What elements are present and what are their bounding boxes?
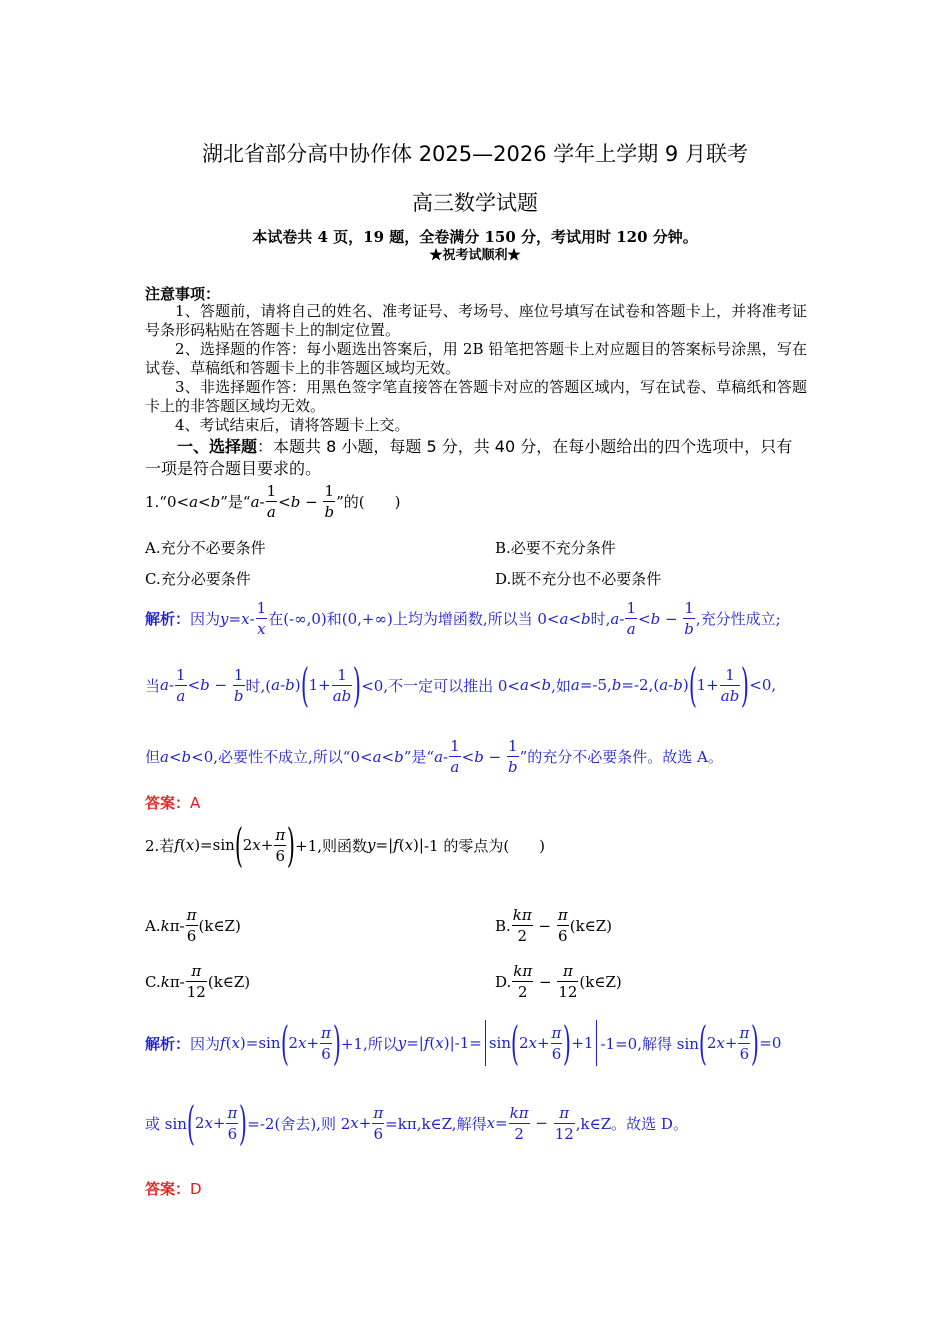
right-paren: ) — [332, 1016, 341, 1070]
q2-analysis-text: =-2(舍去),则 2 — [247, 1114, 351, 1133]
q1-option-b: B.必要不充分条件 — [495, 539, 616, 557]
fraction: $\frac{1}{b}$ — [233, 665, 244, 705]
fraction: $\frac{k\pi}{2}$ — [509, 1103, 529, 1143]
q1-answer-label: 答案： — [145, 794, 191, 812]
q1-stem: 1.“0< a < b ”是“ a - $\frac{1}{a}$ < b − $\frac{1}{b}$ ”的( ) — [145, 482, 401, 521]
right-paren: ) — [563, 1016, 572, 1070]
q1-analysis-text: ”的充分不必要条件。故选 A。 — [519, 748, 723, 766]
section-1-text: ：本题共 8 小题，每题 5 分，共 40 分，在每小题给出的四个选项中，只有一项是符合题目要求的。 — [145, 437, 793, 478]
fraction: $\frac{\pi}{6}$ — [227, 1103, 238, 1143]
notice-item-2: 2、选择题的作答：每小题选出答案后，用 2B 铅笔把答题卡上对应题目的答案标号涂黑，写在试卷、草稿纸和答题卡上的非答题区域均无效。 — [145, 340, 807, 377]
q1-analysis-text: 在(-∞,0)和(0,+∞)上均为增函数,所以当 0< — [268, 610, 560, 628]
notice-item-1: 1、答题前，请将自己的姓名、准考证号、考场号、座位号填写在试卷和答题卡上，并将准考证号条形码粘贴在答题卡上的制定位置。 — [145, 302, 807, 339]
q2-answer — [145, 1178, 202, 1199]
q2-analysis-text: 或 sin — [145, 1114, 187, 1133]
q2-stem-mid: +1,则函数 — [295, 836, 368, 855]
q2-analysis-text: +1,所以 — [340, 1034, 398, 1053]
left-paren: ( — [280, 1016, 289, 1070]
fraction: $\frac{\pi}{12}$ — [554, 1103, 574, 1143]
q2-option-c-prefix: C. — [145, 972, 161, 991]
q2-stem: 2.若 f ( x )=sin ( 2 x + $\frac{\pi}{6}$ ) +1,则函数 y =| f ( x )| -1 的零点为( ) — [145, 818, 546, 872]
q2-option-kz: (k∈Z) — [198, 916, 241, 935]
notice-item-4: 4、考试结束后，请将答题卡上交。 — [175, 416, 410, 434]
q1-analysis-text: ,如 — [551, 676, 571, 695]
q2-analysis-text: -1=0,解得 sin — [600, 1034, 699, 1053]
q1-analysis-line-3: 但 a < b <0,必要性不成立,所以“0< a < b ”是“ a - $\frac{1}{a}$ < b − $\frac{1}{b}$ ”的充分不必要条件。故选 A。 — [145, 737, 723, 776]
q1-answer — [145, 792, 200, 813]
q2-analysis-text: 因为 — [190, 1034, 221, 1053]
left-paren: ( — [688, 658, 697, 712]
fraction: $\frac{k\pi}{2}$ — [513, 962, 533, 1001]
q2-option-kz: (k∈Z) — [579, 972, 622, 991]
fraction: $\frac{\pi}{6}$ — [557, 906, 568, 945]
q2-option-d: D. $\frac{k\pi}{2}$ − $\frac{\pi}{12}$ (k∈Z) — [495, 962, 622, 1001]
q1-option-a: A.充分不必要条件 — [145, 539, 266, 557]
q1-analysis-label: 解析： — [145, 610, 191, 628]
right-paren: ) — [287, 818, 296, 872]
fraction: $\frac{1}{a}$ — [266, 482, 277, 521]
q2-option-a: A. k π- $\frac{\pi}{6}$ (k∈Z) — [145, 906, 241, 945]
section-1-heading — [145, 436, 807, 480]
q2-analysis-text: ,k∈Z。故选 D。 — [575, 1114, 688, 1133]
right-paren: ) — [239, 1096, 248, 1150]
q2-option-kz: (k∈Z) — [207, 972, 251, 991]
q2-analysis-text: =0 — [759, 1034, 782, 1052]
exam-title: 湖北省部分高中协作体 2025—2026 学年上学期 9 月联考 — [202, 142, 748, 166]
left-paren: ( — [186, 1096, 195, 1150]
q2-option-d-prefix: D. — [495, 972, 512, 991]
left-paren: ( — [510, 1016, 520, 1070]
q1-analysis-text: <0, — [749, 676, 777, 694]
fraction: $\frac{\pi}{6}$ — [373, 1103, 384, 1143]
fraction: $\frac{\pi}{6}$ — [739, 1023, 750, 1063]
q2-answer-value: D — [190, 1180, 202, 1198]
q1-analysis-text: 因为 — [190, 610, 221, 628]
exam-wish: ★祝考试顺利★ — [429, 248, 521, 263]
right-paren: ) — [741, 658, 750, 712]
q2-stem-suffix: -1 的零点为( ) — [423, 836, 546, 855]
q2-option-c: C. k π- $\frac{\pi}{12}$ (k∈Z) — [145, 962, 251, 1001]
q2-option-a-prefix: A. — [145, 916, 161, 935]
fraction: $\frac{\pi}{6}$ — [275, 825, 286, 865]
exam-info: 本试卷共 4 页，19 题，全卷满分 150 分，考试用时 120 分钟。 — [252, 228, 698, 246]
left-paren: ( — [300, 658, 309, 712]
q1-stem-mid: ”是“ — [220, 493, 251, 511]
q1-analysis-text: 当 — [145, 676, 161, 695]
q1-analysis-text: 时, — [590, 610, 611, 628]
q2-option-b: B. $\frac{k\pi}{2}$ − $\frac{\pi}{6}$ (k∈Z) — [495, 906, 613, 945]
right-paren: ) — [353, 658, 362, 712]
q1-stem-suffix: ”的( ) — [336, 493, 401, 511]
q2-option-kz: (k∈Z) — [569, 916, 613, 935]
fraction: $\frac{1}{x}$ — [256, 599, 267, 638]
q1-analysis-text: 时,( — [245, 676, 272, 695]
q1-analysis-text: <0,必要性不成立,所以“0< — [191, 748, 373, 766]
right-paren: ) — [751, 1016, 760, 1070]
q1-option-d: D.既不充分也不必要条件 — [495, 570, 662, 588]
q1-analysis-line-2: 当 a - $\frac{1}{a}$ < b − $\frac{1}{b}$ 时,( a - b ) ( 1+ $\frac{1}{ab}$ ) <0,不一定可以推出 0< a < b ,如 a =-5, b =-2,( a - b ) ( 1+ $\frac{1}{ab}$ ) <0, — [145, 658, 777, 712]
q1-analysis-text: ,充分性成立; — [695, 610, 781, 628]
q1-analysis-text: ”是“ — [403, 748, 435, 766]
fraction: $\frac{\pi}{6}$ — [186, 906, 197, 945]
q2-analysis-text: =kπ,k∈Z,解得 — [385, 1114, 487, 1133]
fraction: $\frac{1}{b}$ — [324, 482, 335, 521]
q1-analysis-text: =-2,( — [621, 676, 660, 694]
exam-subtitle: 高三数学试题 — [412, 191, 538, 215]
fraction: $\frac{\pi}{12}$ — [558, 962, 578, 1001]
notice-item-3: 3、非选择题作答：用黑色签字笔直接答在答题卡对应的答题区域内，写在试卷、草稿纸和答题卡上的非答题区域均无效。 — [145, 378, 807, 415]
q1-analysis-text: =-5, — [579, 676, 612, 694]
q2-stem-prefix: 2.若 — [145, 836, 175, 855]
q2-analysis-line-2: 或 sin ( 2 x + $\frac{\pi}{6}$ ) =-2(舍去),则 2 x + $\frac{\pi}{6}$ =kπ,k∈Z,解得 x = $\frac{k\pi}{2}$ − $\frac{\pi}{12}$ ,k∈Z。故选 D。 — [145, 1096, 688, 1150]
q1-analysis-text: 但 — [145, 748, 161, 766]
notice-heading: 注意事项： — [145, 285, 221, 303]
fraction: $\frac{1}{a}$ — [176, 665, 186, 705]
fraction: $\frac{k\pi}{2}$ — [512, 906, 532, 945]
section-1-label: 一、选择题 — [177, 437, 258, 456]
q1-analysis-line-1: 解析： 因为 y = x - $\frac{1}{x}$ 在(-∞,0)和(0,+∞)上均为增函数,所以当 0< a < b 时, a - $\frac{1}{a}$ < b − $\frac{1}{b}$ ,充分性成立; — [145, 599, 781, 638]
q1-analysis-text: <0,不一定可以推出 0< — [361, 676, 520, 695]
q1-stem-prefix: 1.“0< — [145, 492, 190, 511]
q1-option-c: C.充分必要条件 — [145, 570, 251, 588]
abs-bar — [596, 1020, 597, 1066]
q2-analysis-line-1: 解析： 因为 f ( x )=sin ( 2 x + $\frac{\pi}{6}$ ) +1,所以 y =| f ( x )|-1= sin ( 2 x + $\frac{\pi}{6}$ ) +1 -1=0,解得 sin ( 2 x + $\frac{\pi}{6}$ ) =0 — [145, 1016, 782, 1070]
q2-analysis-label: 解析： — [145, 1034, 191, 1053]
q2-answer-label: 答案： — [145, 1180, 191, 1198]
fraction: $\frac{1}{a}$ — [450, 737, 460, 776]
fraction: $\frac{1}{b}$ — [684, 599, 694, 638]
left-paren: ( — [234, 818, 243, 872]
fraction: $\frac{1}{ab}$ — [332, 665, 352, 705]
fraction: $\frac{\pi}{6}$ — [551, 1023, 562, 1063]
q1-answer-value: A — [190, 794, 201, 812]
q2-option-b-prefix: B. — [495, 916, 511, 935]
fraction: $\frac{1}{b}$ — [507, 737, 518, 776]
fraction: $\frac{\pi}{12}$ — [186, 962, 206, 1001]
left-paren: ( — [698, 1016, 707, 1070]
fraction: $\frac{\pi}{6}$ — [321, 1023, 331, 1063]
fraction: $\frac{1}{a}$ — [626, 599, 636, 638]
abs-bar — [485, 1020, 486, 1066]
fraction: $\frac{1}{ab}$ — [720, 665, 740, 705]
